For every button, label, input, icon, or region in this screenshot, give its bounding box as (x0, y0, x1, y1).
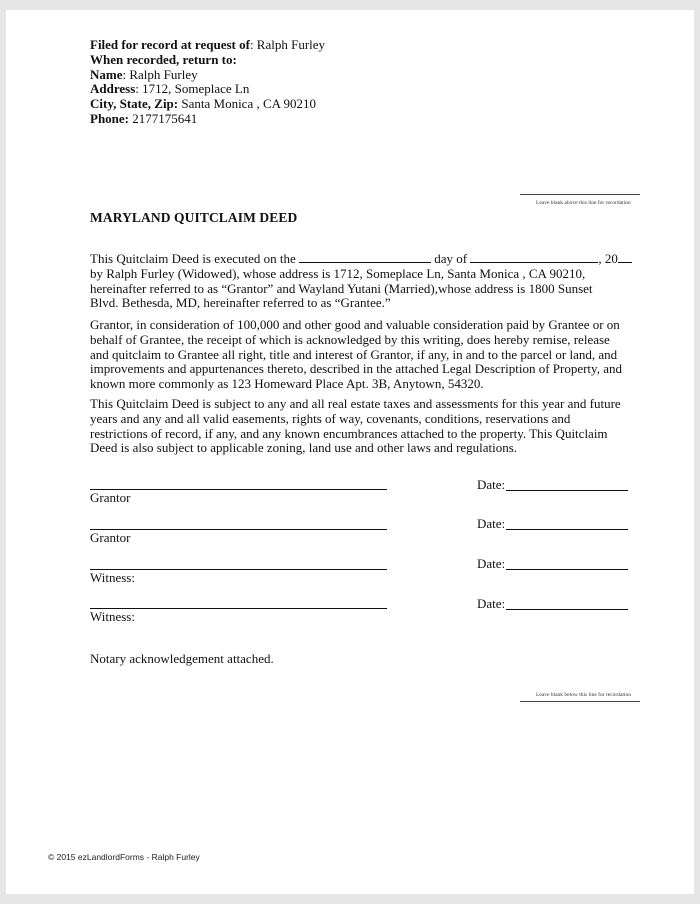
subject-line: years and any and all valid easements, rights of way, covenants, conditions, reservations and (90, 410, 571, 426)
recordation-note-bottom: Leave blank below this line for recordation (536, 692, 631, 698)
page-frame-left (0, 0, 6, 904)
recording-header (90, 38, 325, 127)
consideration-line: behalf of Grantee, the receipt of which is acknowledged by this writing, does hereby remise, release (90, 331, 610, 347)
execution-month-blank[interactable] (470, 251, 598, 263)
subject-to-paragraph (90, 397, 640, 456)
consideration-paragraph (90, 318, 640, 392)
intro-line-1: This Quitclaim Deed is executed on the day of , 20 (90, 251, 640, 267)
page-frame-top (0, 0, 700, 10)
date-line[interactable] (506, 609, 628, 610)
date-label: Date: (477, 516, 506, 531)
consideration-line: and quitclaim to Grantee all right, title and interest of Grantor, if any, in and to the parcel or land, and (90, 346, 618, 362)
execution-day-blank[interactable] (299, 251, 431, 263)
page-frame-bottom (0, 894, 700, 904)
grantor-label: Grantor (90, 490, 131, 505)
consideration-line: Grantor, in consideration of 100,000 and other good and valuable consideration paid by Grantee or on (90, 317, 620, 332)
phone-row: Phone: 2177175641 (90, 110, 198, 126)
date-label: Date: (477, 477, 506, 492)
consideration-line: known more commonly as 123 Homeward Place Apt. 3B, Anytown, 54320. (90, 376, 484, 392)
copyright-footer: © 2015 ezLandlordForms - Ralph Furley (48, 852, 200, 862)
subject-line: This Quitclaim Deed is subject to any and all real estate taxes and assessments for this year and future (90, 396, 621, 411)
date-line[interactable] (506, 490, 628, 491)
subject-line: restrictions of record, if any, and any known encumbrances attached to the property. This Quitclaim (90, 425, 608, 441)
recordation-line-bottom (520, 701, 640, 702)
witness-label: Witness: (90, 570, 135, 585)
document-title: MARYLAND QUITCLAIM DEED (90, 210, 298, 225)
grantor-signature-line[interactable] (90, 529, 387, 530)
address-row: Address: 1712, Someplace Ln (90, 81, 250, 97)
date-line[interactable] (506, 529, 628, 530)
subject-line: Deed is also subject to applicable zoning, land use and other laws and regulations. (90, 440, 518, 456)
date-label: Date: (477, 596, 506, 611)
grantor-signature-line[interactable] (90, 489, 387, 490)
intro-line-3: hereinafter referred to as “Grantor” and Wayland Yutani (Married),whose address is 1800 Sunset (90, 280, 593, 296)
intro-line-4: Blvd. Bethesda, MD, hereinafter referred to as “Grantee.” (90, 295, 391, 311)
recordation-line-top (520, 194, 640, 195)
intro-paragraph (90, 251, 640, 311)
consideration-line: improvements and appurtenances thereto, described in the attached Legal Description of Property, and (90, 361, 622, 377)
filed-for-record-row: Filed for record at request of: Ralph Furley (90, 37, 326, 52)
execution-year-blank[interactable] (618, 251, 632, 263)
witness-label: Witness: (90, 609, 135, 624)
intro-line-2: by Ralph Furley (Widowed), whose address is 1712, Someplace Ln, Santa Monica , CA 90210, (90, 265, 586, 281)
grantor-label: Grantor (90, 530, 131, 545)
return-to-row: When recorded, return to: (90, 51, 237, 67)
notary-note: Notary acknowledgement attached. (90, 651, 274, 666)
name-row: Name: Ralph Furley (90, 66, 198, 82)
city-state-zip-row: City, State, Zip: Santa Monica , CA 90210 (90, 96, 317, 112)
date-label: Date: (477, 556, 506, 571)
date-line[interactable] (506, 569, 628, 570)
page-frame-right (694, 0, 700, 904)
recordation-note-top: Leave blank above this line for recordation (536, 200, 631, 206)
